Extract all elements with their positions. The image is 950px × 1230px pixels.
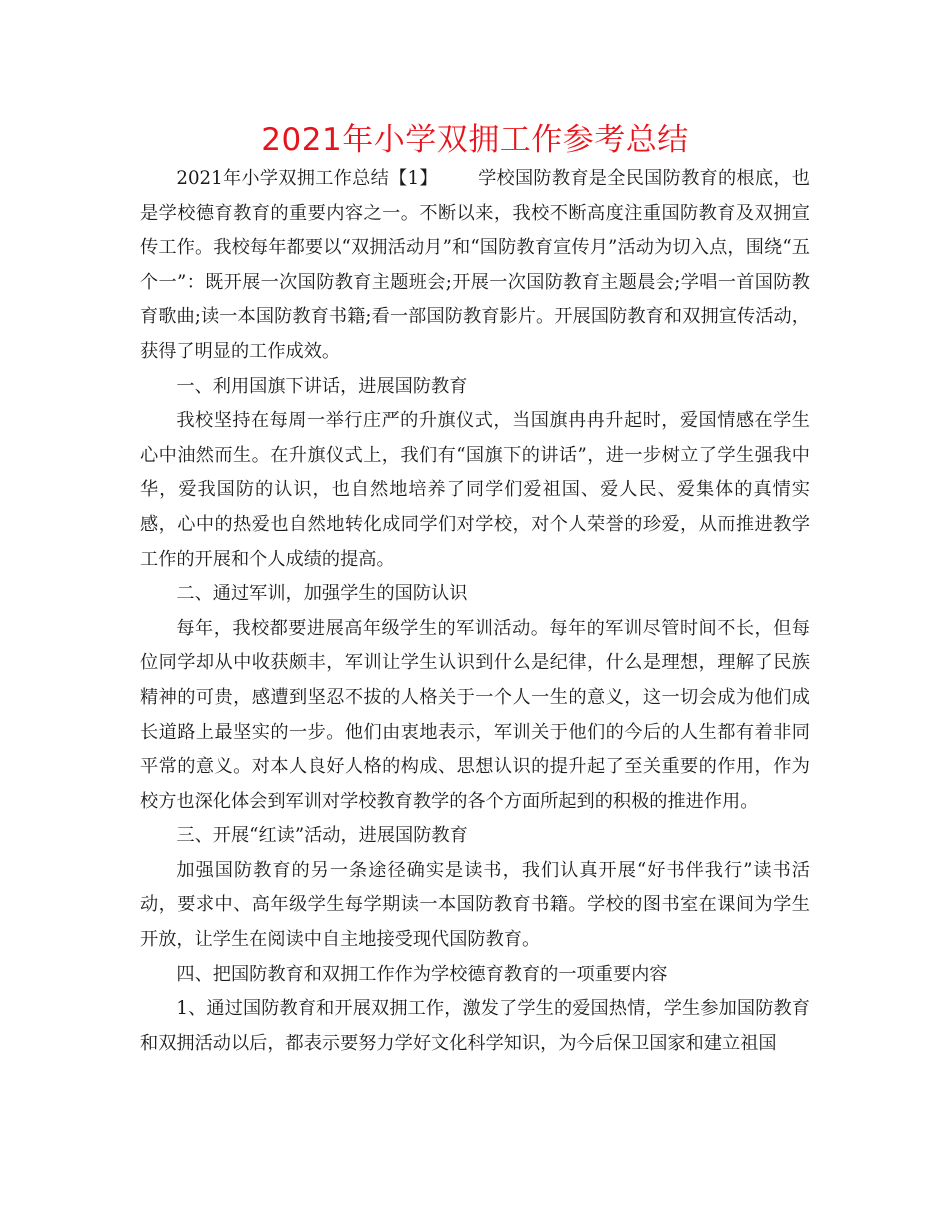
paragraph: 我校坚持在每周一举行庄严的升旗仪式，当国旗冉冉升起时，爱国情感在学生心中油然而生。在升旗仪式上，我们有“国旗下的讲话”，进一步树立了学生强我中华，爱我国防的认识，也自然地培养了同学们爱祖国、爱人民、爱集体的真情实感，心中的热爱也自然地转化成同学们对学校，对个人荣誉的珍爱，从而推进教学工作的开展和个人成绩的提高。	[140, 410, 810, 570]
paragraph: 每年，我校都要进展高年级学生的军训活动。每年的军训尽管时间不长，但每位同学却从中收获颇丰，军训让学生认识到什么是纪律，什么是理想，理解了民族精神的可贵，感遭到坚忍不拔的人格关于一个人一生的意义，这一切会成为他们成长道路上最坚实的一步。他们由衷地表示，军训关于他们的今后的人生都有着非同平常的意义。对本人良好人格的构成、思想认识的提升起了至关重要的作用，作为校方也深化体会到军训对学校教育教学的各个方面所起到的积极的推进作用。	[140, 617, 810, 812]
section-heading-3: 三、开展“红读”活动，进展国防教育	[176, 825, 468, 847]
paragraph: 加强国防教育的另一条途径确实是读书，我们认真开展“好书伴我行”读书活动，要求中、高年级学生每学期读一本国防教育书籍。学校的图书室在课间为学生开放，让学生在阅读中自主地接受现代国防教育。	[140, 859, 810, 951]
section-heading-2: 二、通过军训，加强学生的国防认识	[176, 583, 468, 605]
intro-heading: 2021年小学双拥工作总结【1】	[176, 168, 438, 189]
document-body	[140, 162, 810, 1061]
paragraph-text: 学校国防教育是全民国防教育的根底，也是学校德育教育的重要内容之一。不断以来，我校不断高度注重国防教育及双拥宣传工作。我校每年都要以“双拥活动月”和“国防教育宣传月”活动为切入点，围绕“五个一”：既开展一次国防教育主题班会;开展一次国防教育主题晨会;学唱一首国防教育歌曲;读一本国防教育书籍;看一部国防教育影片。开展国防教育和双拥宣传活动，获得了明显的工作成效。	[140, 168, 810, 362]
paragraph-intro	[140, 162, 810, 370]
section-heading-4: 四、把国防教育和双拥工作作为学校德育教育的一项重要内容	[176, 963, 668, 985]
section-heading-1: 一、利用国旗下讲话，进展国防教育	[176, 375, 468, 397]
document-title: 2021年小学双拥工作参考总结	[261, 122, 689, 158]
paragraph: 1、通过国防教育和开展双拥工作，激发了学生的爱国热情，学生参加国防教育和双拥活动以后，都表示要努力学好文化科学知识，为今后保卫国家和建立祖国	[140, 998, 810, 1054]
